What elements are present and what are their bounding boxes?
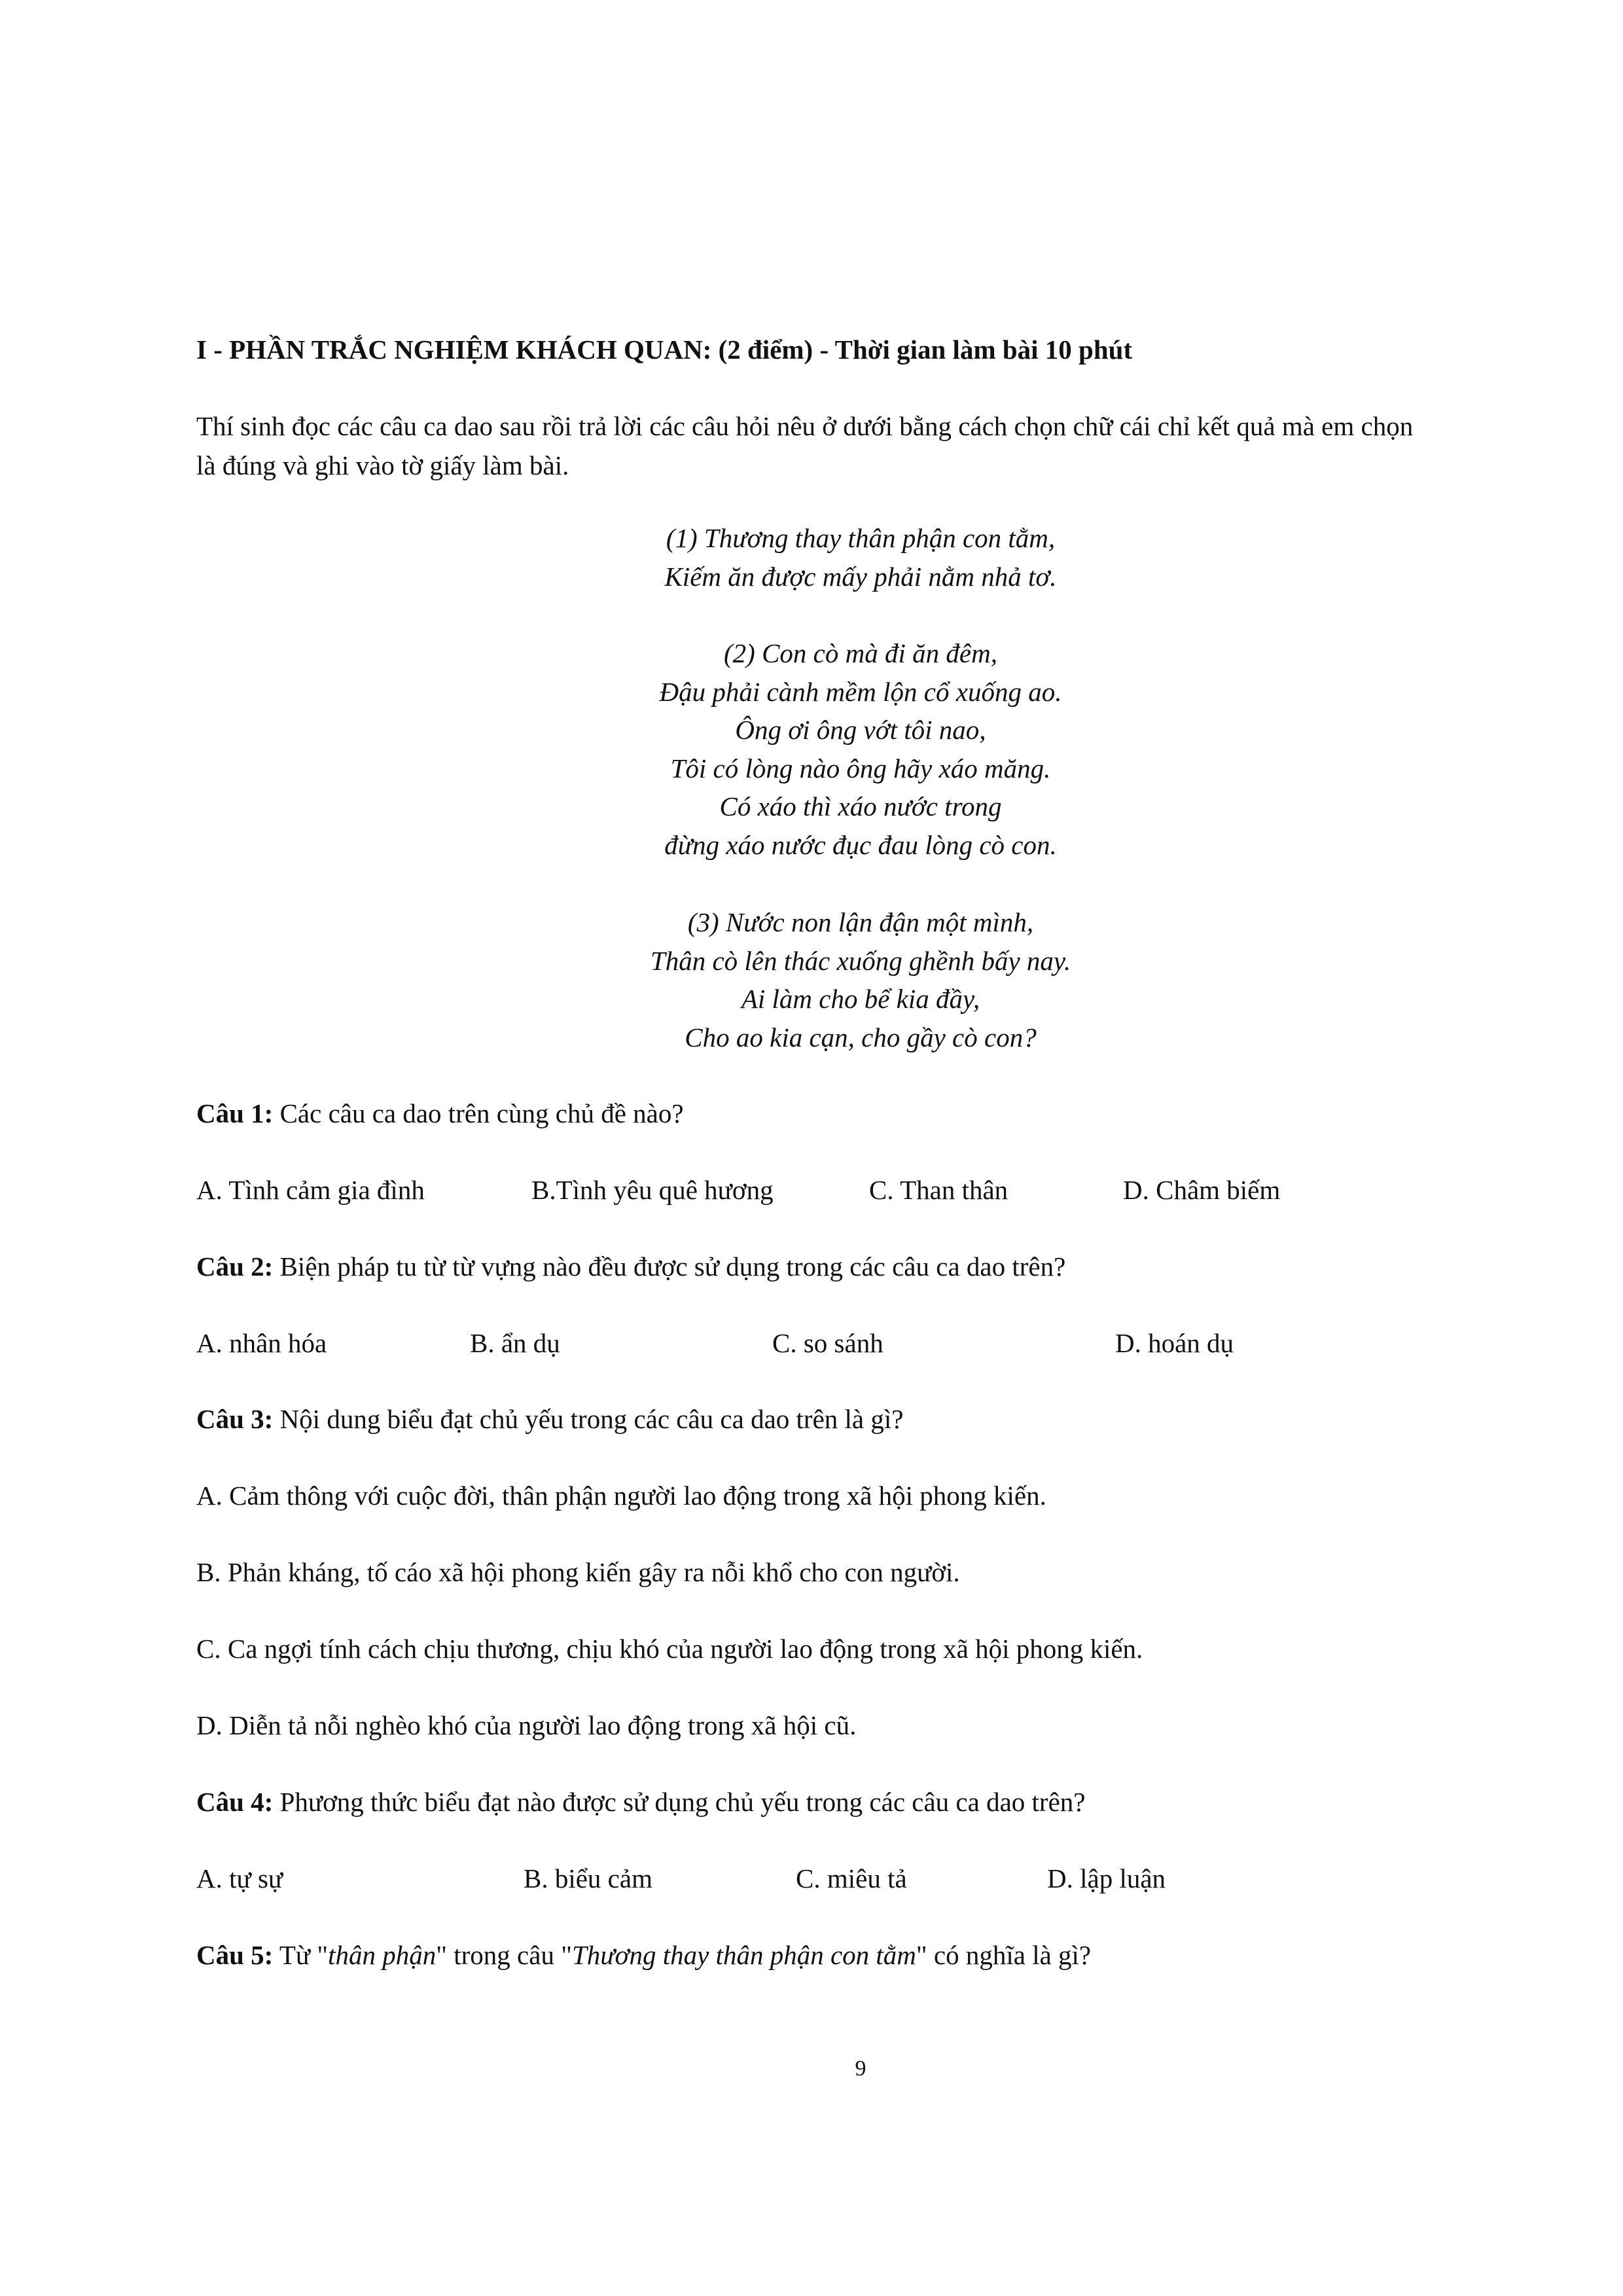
poem-line: (1) Thương thay thân phận con tằm, bbox=[666, 523, 1056, 553]
question-text: Nội dung biểu đạt chủ yếu trong các câu ca dao trên là gì? bbox=[273, 1404, 904, 1434]
q1-option-a[interactable]: A. Tình cảm gia đình bbox=[196, 1175, 425, 1205]
q1-option-b[interactable]: B.Tình yêu quê hương bbox=[531, 1175, 774, 1205]
q1-option-c[interactable]: C. Than thân bbox=[869, 1175, 1008, 1205]
poem-line: Đậu phải cành mềm lộn cổ xuống ao. bbox=[659, 676, 1062, 707]
question-1 bbox=[196, 1096, 684, 1130]
poem-line: (2) Con cò mà đi ăn đêm, bbox=[724, 638, 997, 668]
q2-option-c[interactable]: C. so sánh bbox=[772, 1328, 883, 1358]
question-label: Câu 5: bbox=[196, 1940, 274, 1970]
poem-2 bbox=[0, 634, 1623, 864]
question-label: Câu 2: bbox=[196, 1251, 274, 1282]
q2-option-b[interactable]: B. ẩn dụ bbox=[470, 1328, 560, 1358]
question-text-term: thân phận bbox=[328, 1940, 437, 1970]
q3-option-c[interactable]: C. Ca ngợi tính cách chịu thương, chịu khó của người lao động trong xã hội phong kiến. bbox=[196, 1634, 1143, 1664]
question-5 bbox=[196, 1938, 1091, 1972]
poem-line: Ai làm cho bể kia đầy, bbox=[741, 984, 980, 1014]
q4-option-d[interactable]: D. lập luận bbox=[1047, 1863, 1166, 1893]
section-heading: I - PHẦN TRẮC NGHIỆM KHÁCH QUAN: (2 điểm) - Thời gian làm bài 10 phút bbox=[196, 334, 1133, 365]
question-text: Biện pháp tu từ từ vựng nào đều được sử dụng trong các câu ca dao trên? bbox=[273, 1251, 1066, 1282]
question-label: Câu 4: bbox=[196, 1787, 274, 1817]
instruction-line-1: Thí sinh đọc các câu ca dao sau rồi trả lời các câu hỏi nêu ở dưới bằng cách chọn chữ cái chỉ kết quả mà em chọn bbox=[196, 411, 1414, 441]
question-3 bbox=[196, 1402, 903, 1436]
q3-option-d[interactable]: D. Diễn tả nỗi nghèo khó của người lao động trong xã hội cũ. bbox=[196, 1710, 857, 1740]
question-2 bbox=[196, 1249, 1065, 1283]
q2-option-a[interactable]: A. nhân hóa bbox=[196, 1328, 327, 1358]
poem-line: (3) Nước non lận đận một mình, bbox=[687, 907, 1034, 937]
q3-option-b[interactable]: B. Phản kháng, tố cáo xã hội phong kiến gây ra nỗi khổ cho con người. bbox=[196, 1557, 960, 1587]
page-number: 9 bbox=[855, 2056, 866, 2081]
q2-option-d[interactable]: D. hoán dụ bbox=[1115, 1328, 1234, 1358]
question-label: Câu 3: bbox=[196, 1404, 274, 1434]
question-text-part: " trong câu " bbox=[436, 1940, 572, 1970]
question-text-quote: Thương thay thân phận con tằm bbox=[571, 1940, 916, 1970]
poem-line: Kiếm ăn được mấy phải nằm nhả tơ. bbox=[664, 561, 1057, 592]
poem-line: Cho ao kia cạn, cho gầy cò con? bbox=[685, 1022, 1037, 1052]
poem-line: Ông ơi ông vớt tôi nao, bbox=[735, 715, 986, 745]
instruction-line-2: là đúng và ghi vào tờ giấy làm bài. bbox=[196, 450, 569, 480]
poem-line: Thân cò lên thác xuống ghềnh bấy nay. bbox=[650, 945, 1071, 976]
poem-line: Có xáo thì xáo nước trong bbox=[719, 791, 1002, 821]
question-text-part: Từ " bbox=[279, 1940, 329, 1970]
poem-1 bbox=[0, 519, 1623, 596]
question-4 bbox=[196, 1785, 1085, 1819]
poem-line: Tôi có lòng nào ông hãy xáo măng. bbox=[670, 753, 1051, 783]
q3-option-a[interactable]: A. Cảm thông với cuộc đời, thân phận người lao động trong xã hội phong kiến. bbox=[196, 1480, 1046, 1511]
q1-option-d[interactable]: D. Châm biếm bbox=[1123, 1175, 1281, 1205]
poem-line: đừng xáo nước đục đau lòng cò con. bbox=[664, 829, 1057, 860]
question-text-part: " có nghĩa là gì? bbox=[916, 1940, 1092, 1970]
poem-3 bbox=[0, 903, 1623, 1056]
q4-option-a[interactable]: A. tự sự bbox=[196, 1863, 283, 1893]
question-label: Câu 1: bbox=[196, 1098, 274, 1128]
q4-option-b[interactable]: B. biểu cảm bbox=[524, 1863, 652, 1893]
q4-option-c[interactable]: C. miêu tả bbox=[796, 1863, 907, 1893]
question-text: Phương thức biểu đạt nào được sử dụng chủ yếu trong các câu ca dao trên? bbox=[273, 1787, 1086, 1817]
question-text: Các câu ca dao trên cùng chủ đề nào? bbox=[273, 1098, 684, 1128]
